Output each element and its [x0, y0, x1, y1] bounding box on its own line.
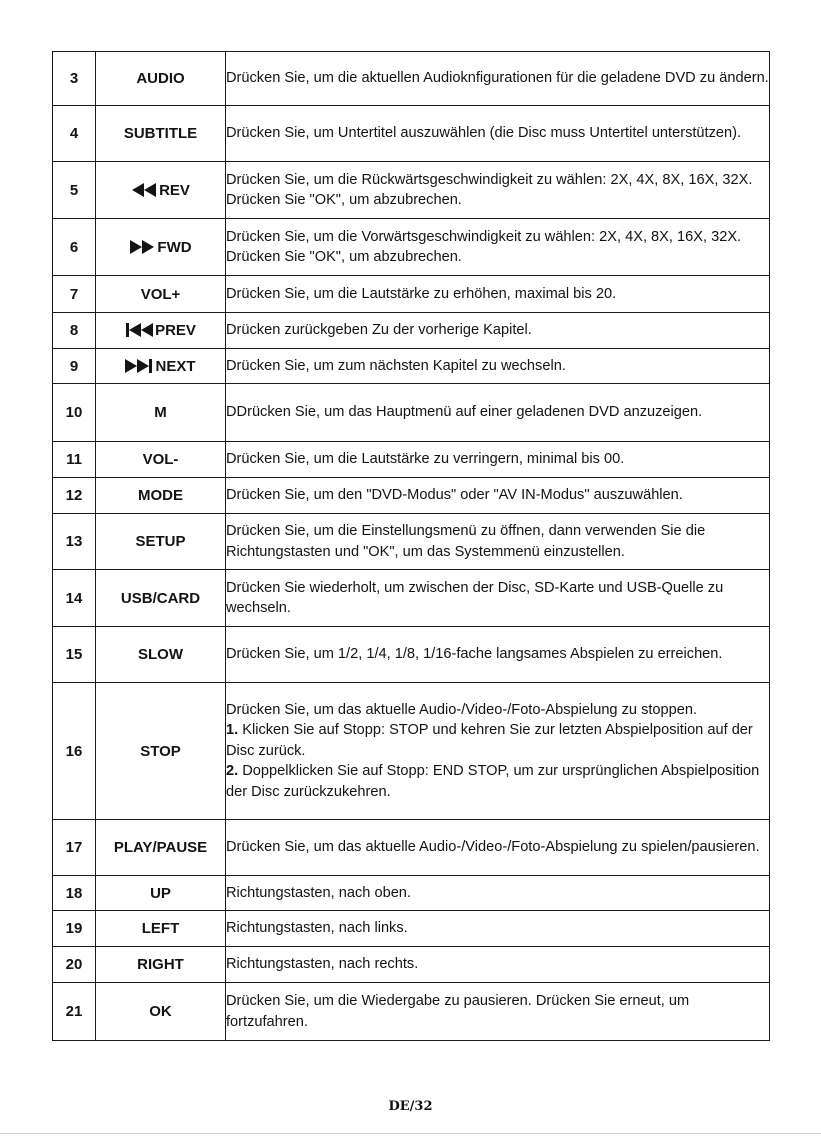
row-number: 21 — [53, 983, 96, 1041]
row-number: 13 — [53, 514, 96, 570]
button-description: Richtungstasten, nach rechts. — [226, 947, 770, 983]
step-number: 1. — [226, 722, 239, 739]
row-number: 15 — [53, 627, 96, 683]
row-number: 9 — [53, 349, 96, 384]
step-text: Klicken Sie auf Stopp: STOP und kehren Sie zur letzten Abspielposition auf der Disc zurück. — [226, 722, 753, 759]
table-row — [53, 219, 770, 276]
button-description: Drücken Sie wiederholt, um zwischen der Disc, SD-Karte und USB-Quelle zu wechseln. — [226, 570, 770, 627]
button-description: Drücken Sie, um die Vorwärtsgeschwindigkeit zu wählen: 2X, 4X, 8X, 16X, 32X. Drücken Sie "OK", um abzubrechen. — [226, 219, 770, 276]
button-name: REV — [159, 181, 190, 199]
rewind-icon — [131, 183, 157, 197]
button-name: UP — [96, 876, 226, 911]
table-row — [53, 384, 770, 442]
row-number: 17 — [53, 820, 96, 876]
button-name: STOP — [96, 683, 226, 820]
button-description: Drücken Sie, um zum nächsten Kapitel zu wechseln. — [226, 349, 770, 384]
button-description: Drücken Sie, um 1/2, 1/4, 1/8, 1/16-fache langsames Abspielen zu erreichen. — [226, 627, 770, 683]
row-number: 5 — [53, 162, 96, 219]
table-row — [53, 911, 770, 947]
row-number: 6 — [53, 219, 96, 276]
table-row — [53, 947, 770, 983]
button-name: PREV — [155, 322, 196, 339]
table-row — [53, 106, 770, 162]
button-name-with-icon — [96, 313, 226, 349]
table-row — [53, 52, 770, 106]
button-description: Drücken Sie, um Untertitel auszuwählen (die Disc muss Untertitel unterstützen). — [226, 106, 770, 162]
button-name: VOL+ — [96, 276, 226, 313]
table-row — [53, 570, 770, 627]
table-row — [53, 349, 770, 384]
button-name-with-icon — [96, 219, 226, 276]
button-name: SETUP — [96, 514, 226, 570]
row-number: 16 — [53, 683, 96, 820]
table-row — [53, 627, 770, 683]
row-number: 8 — [53, 313, 96, 349]
remote-button-table — [52, 51, 770, 1041]
description-step — [226, 720, 769, 761]
row-number: 20 — [53, 947, 96, 983]
table-row — [53, 162, 770, 219]
button-name: OK — [96, 983, 226, 1041]
button-description: Drücken Sie, um die Lautstärke zu verringern, minimal bis 00. — [226, 442, 770, 478]
button-name: LEFT — [96, 911, 226, 947]
button-description: Richtungstasten, nach oben. — [226, 876, 770, 911]
button-name-with-icon — [96, 349, 226, 384]
button-description: Drücken Sie, um die Wiedergabe zu pausieren. Drücken Sie erneut, um fortzufahren. — [226, 983, 770, 1041]
page-number: DE/32 — [388, 1099, 433, 1114]
table-row — [53, 514, 770, 570]
skip-next-icon — [125, 359, 153, 373]
button-name: PLAY/PAUSE — [96, 820, 226, 876]
button-name: SUBTITLE — [96, 106, 226, 162]
row-number: 19 — [53, 911, 96, 947]
page-edge-divider — [0, 1133, 821, 1134]
fast-forward-icon — [129, 240, 155, 254]
table-row — [53, 820, 770, 876]
button-description: Drücken Sie, um die aktuellen Audioknfigurationen für die geladene DVD zu ändern. — [226, 52, 770, 106]
row-number: 11 — [53, 442, 96, 478]
description-intro: Drücken Sie, um das aktuelle Audio-/Video-/Foto-Abspielung zu stoppen. — [226, 701, 698, 718]
button-name: M — [96, 384, 226, 442]
button-description: Drücken Sie, um die Rückwärtsgeschwindigkeit zu wählen: 2X, 4X, 8X, 16X, 32X. Drücken Sie "OK", um abzubrechen. — [226, 162, 770, 219]
button-name: RIGHT — [96, 947, 226, 983]
button-description: Drücken Sie, um die Einstellungsmenü zu öffnen, dann verwenden Sie die Richtungstasten und "OK", um das Systemmenü einzustellen. — [226, 514, 770, 570]
row-number: 10 — [53, 384, 96, 442]
button-name: VOL- — [96, 442, 226, 478]
button-name: SLOW — [96, 627, 226, 683]
row-number: 12 — [53, 478, 96, 514]
button-description: Drücken Sie, um den "DVD-Modus" oder "AV IN-Modus" auszuwählen. — [226, 478, 770, 514]
step-text: Doppelklicken Sie auf Stopp: END STOP, um zur ursprünglichen Abspielposition der Disc zurückzukehren. — [226, 763, 760, 800]
row-number: 4 — [53, 106, 96, 162]
button-description: Richtungstasten, nach links. — [226, 911, 770, 947]
button-description: Drücken Sie, um das aktuelle Audio-/Video-/Foto-Abspielung zu spielen/pausieren. — [226, 820, 770, 876]
button-name-with-icon — [96, 162, 226, 219]
row-number: 14 — [53, 570, 96, 627]
table-row — [53, 478, 770, 514]
row-number: 18 — [53, 876, 96, 911]
button-name: NEXT — [155, 357, 196, 375]
skip-previous-icon — [125, 323, 153, 337]
step-number: 2. — [226, 763, 239, 780]
table-row — [53, 276, 770, 313]
table-row — [53, 313, 770, 349]
button-description: Drücken zurückgeben Zu der vorherige Kapitel. — [226, 313, 770, 349]
table-row — [53, 683, 770, 820]
button-name: AUDIO — [96, 52, 226, 106]
button-name: USB/CARD — [96, 570, 226, 627]
row-number: 3 — [53, 52, 96, 106]
button-name: FWD — [157, 238, 192, 256]
table-row — [53, 983, 770, 1041]
description-step — [226, 761, 769, 802]
button-description — [226, 683, 770, 820]
table-row — [53, 442, 770, 478]
row-number: 7 — [53, 276, 96, 313]
button-name: MODE — [96, 478, 226, 514]
table-row — [53, 876, 770, 911]
button-description: Drücken Sie, um die Lautstärke zu erhöhen, maximal bis 20. — [226, 276, 770, 313]
button-description: DDrücken Sie, um das Hauptmenü auf einer geladenen DVD anzuzeigen. — [226, 384, 770, 442]
